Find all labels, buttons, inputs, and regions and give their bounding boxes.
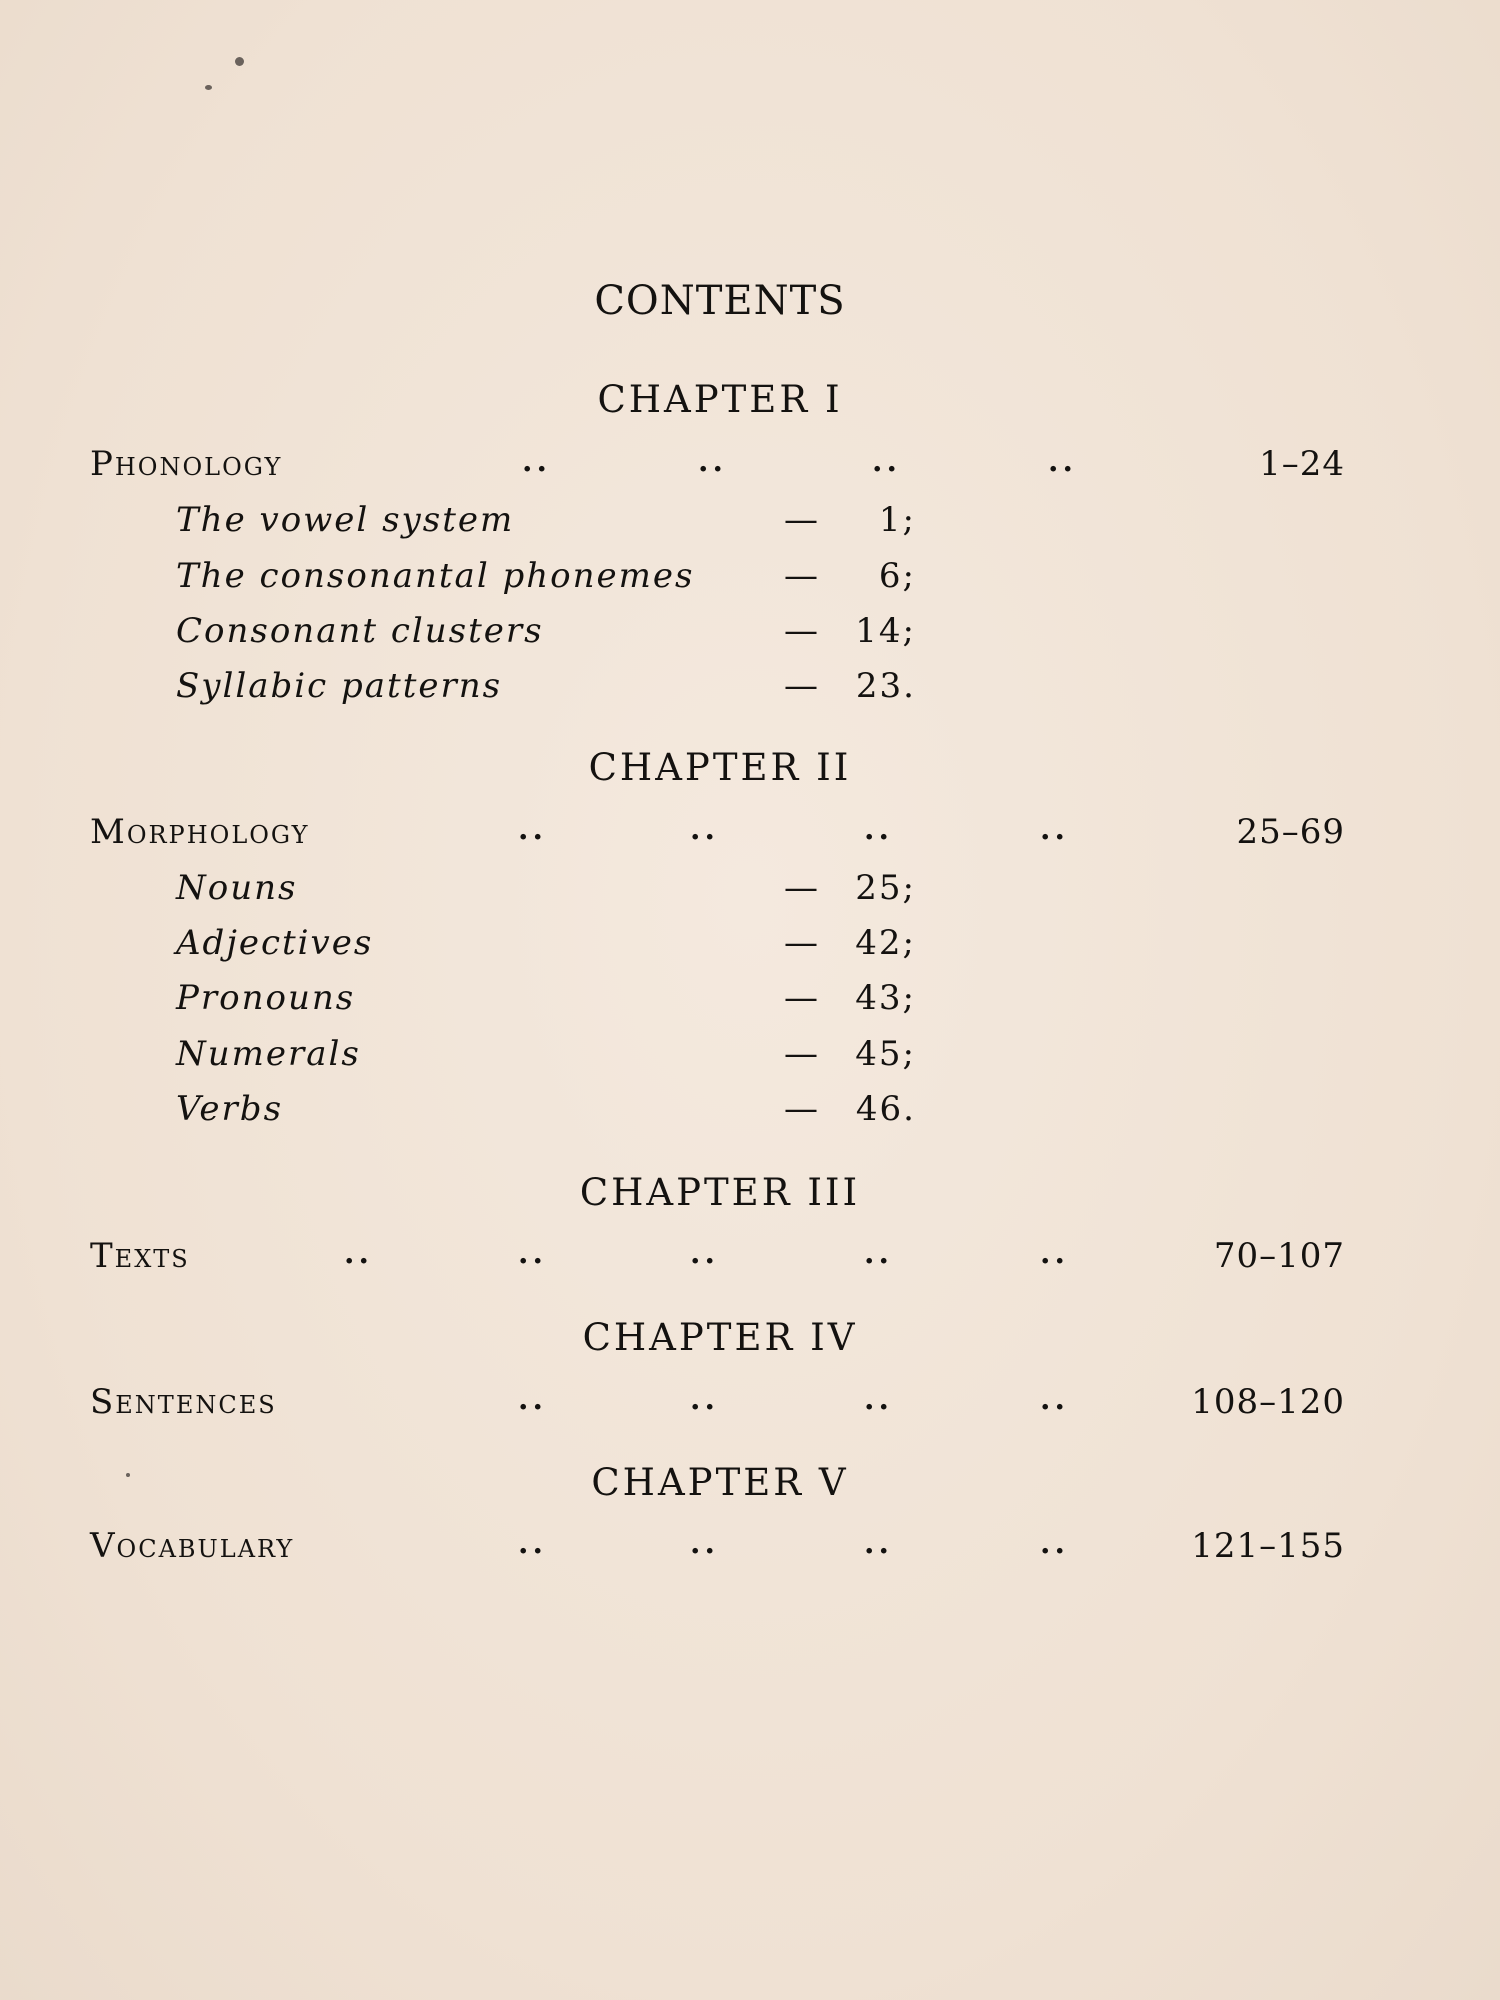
item-page: 46. [855, 1089, 916, 1129]
leader-dots: .. [1040, 1382, 1069, 1417]
item-page: 45; [855, 1034, 916, 1074]
toc-item[interactable] [176, 1034, 916, 1078]
section-title: Phonology [90, 444, 283, 484]
toc-item[interactable] [176, 500, 916, 544]
dash: — [784, 1089, 818, 1129]
leader-dots: .. [864, 812, 893, 847]
item-page: 1; [878, 500, 916, 540]
item-page: 23. [855, 666, 916, 706]
dash: — [784, 611, 818, 651]
leader-dots: .. [518, 1526, 547, 1561]
item-page: 6; [878, 556, 916, 596]
item-page: 42; [855, 923, 916, 963]
item-label: Consonant clusters [176, 611, 544, 651]
leader-dots: .. [1040, 1236, 1069, 1271]
item-page: 25; [855, 868, 916, 908]
item-label: Syllabic patterns [176, 666, 503, 706]
leader-dots: .. [698, 444, 727, 479]
toc-section-vocabulary[interactable] [90, 1526, 1345, 1570]
dash: — [784, 1034, 818, 1074]
leader-dots: .. [690, 1526, 719, 1561]
item-page: 14; [855, 611, 916, 651]
toc-item[interactable] [176, 1089, 916, 1133]
chapter-heading-1: CHAPTER I [597, 378, 843, 421]
section-page-range: 25–69 [1236, 812, 1345, 852]
toc-section-texts[interactable] [90, 1236, 1345, 1280]
dash: — [784, 978, 818, 1018]
leader-dots: .. [1040, 812, 1069, 847]
item-page: 43; [855, 978, 916, 1018]
leader-dots: .. [518, 1236, 547, 1271]
leader-dots: .. [1040, 1526, 1069, 1561]
toc-item[interactable] [176, 978, 916, 1022]
section-page-range: 70–107 [1213, 1236, 1345, 1276]
leader-dots: .. [518, 1382, 547, 1417]
toc-section-morphology[interactable] [90, 812, 1345, 856]
chapter-heading-4: CHAPTER IV [582, 1316, 858, 1359]
item-label: Nouns [176, 868, 298, 908]
leader-dots: .. [690, 812, 719, 847]
item-label: Numerals [176, 1034, 361, 1074]
leader-dots: .. [690, 1236, 719, 1271]
item-label: Adjectives [176, 923, 374, 963]
section-page-range: 108–120 [1191, 1382, 1345, 1422]
leader-dots: .. [864, 1526, 893, 1561]
section-title: Texts [90, 1236, 190, 1276]
paper-speck [205, 85, 212, 90]
chapter-heading-3: CHAPTER III [579, 1171, 861, 1214]
section-page-range: 1–24 [1259, 444, 1345, 484]
chapter-heading-2: CHAPTER II [588, 746, 852, 789]
paper-speck [235, 57, 244, 66]
leader-dots: .. [344, 1236, 373, 1271]
dash: — [784, 923, 818, 963]
toc-item[interactable] [176, 556, 916, 600]
section-title: Vocabulary [90, 1526, 295, 1566]
item-label: The consonantal phonemes [176, 556, 695, 596]
item-label: Verbs [176, 1089, 284, 1129]
section-page-range: 121–155 [1191, 1526, 1345, 1566]
leader-dots: .. [864, 1382, 893, 1417]
leader-dots: .. [522, 444, 551, 479]
section-title: Sentences [90, 1382, 277, 1422]
leader-dots: .. [872, 444, 901, 479]
toc-item[interactable] [176, 666, 916, 710]
item-label: Pronouns [176, 978, 356, 1018]
toc-item[interactable] [176, 611, 916, 655]
page-title: CONTENTS [594, 278, 846, 324]
toc-item[interactable] [176, 868, 916, 912]
toc-item[interactable] [176, 923, 916, 967]
leader-dots: .. [690, 1382, 719, 1417]
leader-dots: .. [518, 812, 547, 847]
dash: — [784, 666, 818, 706]
dash: — [784, 556, 818, 596]
toc-section-phonology[interactable] [90, 444, 1345, 488]
leader-dots: .. [864, 1236, 893, 1271]
dash: — [784, 500, 818, 540]
chapter-heading-5: CHAPTER V [591, 1461, 849, 1504]
toc-section-sentences[interactable] [90, 1382, 1345, 1426]
dash: — [784, 868, 818, 908]
leader-dots: .. [1048, 444, 1077, 479]
item-label: The vowel system [176, 500, 515, 540]
section-title: Morphology [90, 812, 310, 852]
